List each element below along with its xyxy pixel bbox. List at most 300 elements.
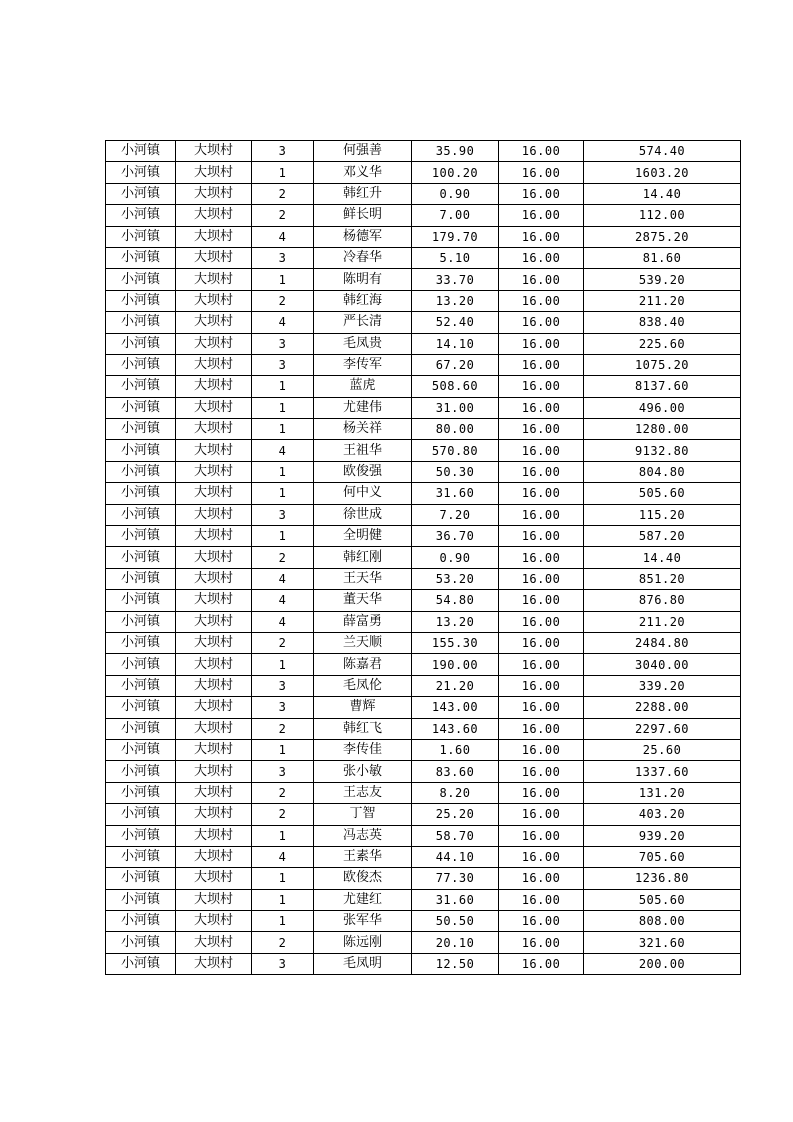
area-cell: 100.20 [412, 162, 499, 183]
amount-cell: 1603.20 [584, 162, 741, 183]
rate-cell: 16.00 [499, 547, 584, 568]
town-cell: 小河镇 [106, 675, 176, 696]
amount-cell: 808.00 [584, 911, 741, 932]
group-cell: 2 [252, 183, 314, 204]
group-cell: 2 [252, 290, 314, 311]
rate-cell: 16.00 [499, 953, 584, 974]
area-cell: 25.20 [412, 804, 499, 825]
name-cell: 韩红飞 [314, 718, 412, 739]
area-cell: 20.10 [412, 932, 499, 953]
area-cell: 155.30 [412, 632, 499, 653]
village-cell: 大坝村 [176, 312, 252, 333]
table-row [106, 504, 741, 525]
town-cell: 小河镇 [106, 312, 176, 333]
data-table [105, 140, 741, 975]
village-cell: 大坝村 [176, 718, 252, 739]
rate-cell: 16.00 [499, 675, 584, 696]
area-cell: 0.90 [412, 547, 499, 568]
village-cell: 大坝村 [176, 611, 252, 632]
amount-cell: 804.80 [584, 461, 741, 482]
village-cell: 大坝村 [176, 953, 252, 974]
name-cell: 严长清 [314, 312, 412, 333]
table-body [106, 141, 741, 975]
village-cell: 大坝村 [176, 675, 252, 696]
area-cell: 50.30 [412, 461, 499, 482]
table-row [106, 440, 741, 461]
name-cell: 徐世成 [314, 504, 412, 525]
town-cell: 小河镇 [106, 419, 176, 440]
village-cell: 大坝村 [176, 846, 252, 867]
group-cell: 1 [252, 868, 314, 889]
group-cell: 2 [252, 782, 314, 803]
name-cell: 杨德军 [314, 226, 412, 247]
rate-cell: 16.00 [499, 247, 584, 268]
village-cell: 大坝村 [176, 697, 252, 718]
amount-cell: 8137.60 [584, 376, 741, 397]
table-row [106, 312, 741, 333]
rate-cell: 16.00 [499, 290, 584, 311]
group-cell: 1 [252, 419, 314, 440]
table-row [106, 397, 741, 418]
rate-cell: 16.00 [499, 568, 584, 589]
table-row [106, 761, 741, 782]
amount-cell: 225.60 [584, 333, 741, 354]
table-row [106, 376, 741, 397]
area-cell: 31.60 [412, 483, 499, 504]
area-cell: 14.10 [412, 333, 499, 354]
group-cell: 4 [252, 590, 314, 611]
name-cell: 尤建伟 [314, 397, 412, 418]
rate-cell: 16.00 [499, 868, 584, 889]
town-cell: 小河镇 [106, 226, 176, 247]
table-row [106, 697, 741, 718]
village-cell: 大坝村 [176, 632, 252, 653]
table-row [106, 846, 741, 867]
group-cell: 2 [252, 718, 314, 739]
village-cell: 大坝村 [176, 269, 252, 290]
amount-cell: 838.40 [584, 312, 741, 333]
town-cell: 小河镇 [106, 504, 176, 525]
area-cell: 67.20 [412, 354, 499, 375]
name-cell: 韩红刚 [314, 547, 412, 568]
amount-cell: 403.20 [584, 804, 741, 825]
amount-cell: 14.40 [584, 183, 741, 204]
area-cell: 570.80 [412, 440, 499, 461]
table-row [106, 782, 741, 803]
village-cell: 大坝村 [176, 141, 252, 162]
amount-cell: 1280.00 [584, 419, 741, 440]
village-cell: 大坝村 [176, 739, 252, 760]
town-cell: 小河镇 [106, 376, 176, 397]
amount-cell: 876.80 [584, 590, 741, 611]
name-cell: 王祖华 [314, 440, 412, 461]
area-cell: 8.20 [412, 782, 499, 803]
group-cell: 1 [252, 825, 314, 846]
name-cell: 毛凤贵 [314, 333, 412, 354]
town-cell: 小河镇 [106, 761, 176, 782]
town-cell: 小河镇 [106, 397, 176, 418]
village-cell: 大坝村 [176, 782, 252, 803]
village-cell: 大坝村 [176, 654, 252, 675]
amount-cell: 321.60 [584, 932, 741, 953]
area-cell: 35.90 [412, 141, 499, 162]
name-cell: 蓝虎 [314, 376, 412, 397]
village-cell: 大坝村 [176, 354, 252, 375]
town-cell: 小河镇 [106, 632, 176, 653]
rate-cell: 16.00 [499, 590, 584, 611]
town-cell: 小河镇 [106, 825, 176, 846]
name-cell: 曹辉 [314, 697, 412, 718]
town-cell: 小河镇 [106, 654, 176, 675]
town-cell: 小河镇 [106, 739, 176, 760]
table-row [106, 804, 741, 825]
village-cell: 大坝村 [176, 547, 252, 568]
village-cell: 大坝村 [176, 205, 252, 226]
amount-cell: 505.60 [584, 483, 741, 504]
rate-cell: 16.00 [499, 419, 584, 440]
rate-cell: 16.00 [499, 504, 584, 525]
town-cell: 小河镇 [106, 889, 176, 910]
village-cell: 大坝村 [176, 932, 252, 953]
name-cell: 张军华 [314, 911, 412, 932]
group-cell: 1 [252, 483, 314, 504]
group-cell: 3 [252, 333, 314, 354]
table-row [106, 568, 741, 589]
name-cell: 欧俊强 [314, 461, 412, 482]
rate-cell: 16.00 [499, 376, 584, 397]
name-cell: 邓义华 [314, 162, 412, 183]
group-cell: 1 [252, 376, 314, 397]
table-row [106, 461, 741, 482]
table-row [106, 932, 741, 953]
group-cell: 1 [252, 911, 314, 932]
area-cell: 143.00 [412, 697, 499, 718]
village-cell: 大坝村 [176, 247, 252, 268]
area-cell: 7.00 [412, 205, 499, 226]
area-cell: 12.50 [412, 953, 499, 974]
area-cell: 5.10 [412, 247, 499, 268]
amount-cell: 9132.80 [584, 440, 741, 461]
table-row [106, 739, 741, 760]
table-row [106, 483, 741, 504]
town-cell: 小河镇 [106, 611, 176, 632]
table-row [106, 162, 741, 183]
area-cell: 190.00 [412, 654, 499, 675]
name-cell: 李传佳 [314, 739, 412, 760]
table-row [106, 718, 741, 739]
group-cell: 1 [252, 739, 314, 760]
town-cell: 小河镇 [106, 782, 176, 803]
village-cell: 大坝村 [176, 526, 252, 547]
group-cell: 2 [252, 547, 314, 568]
town-cell: 小河镇 [106, 483, 176, 504]
area-cell: 21.20 [412, 675, 499, 696]
amount-cell: 211.20 [584, 611, 741, 632]
group-cell: 2 [252, 632, 314, 653]
rate-cell: 16.00 [499, 354, 584, 375]
name-cell: 韩红海 [314, 290, 412, 311]
village-cell: 大坝村 [176, 461, 252, 482]
rate-cell: 16.00 [499, 162, 584, 183]
group-cell: 4 [252, 846, 314, 867]
village-cell: 大坝村 [176, 397, 252, 418]
town-cell: 小河镇 [106, 461, 176, 482]
town-cell: 小河镇 [106, 868, 176, 889]
amount-cell: 496.00 [584, 397, 741, 418]
table-row [106, 290, 741, 311]
amount-cell: 574.40 [584, 141, 741, 162]
rate-cell: 16.00 [499, 333, 584, 354]
town-cell: 小河镇 [106, 183, 176, 204]
village-cell: 大坝村 [176, 889, 252, 910]
table-row [106, 675, 741, 696]
rate-cell: 16.00 [499, 526, 584, 547]
town-cell: 小河镇 [106, 333, 176, 354]
amount-cell: 3040.00 [584, 654, 741, 675]
group-cell: 2 [252, 932, 314, 953]
name-cell: 陈远刚 [314, 932, 412, 953]
table-row [106, 868, 741, 889]
name-cell: 冯志英 [314, 825, 412, 846]
amount-cell: 851.20 [584, 568, 741, 589]
name-cell: 全明健 [314, 526, 412, 547]
name-cell: 毛凤明 [314, 953, 412, 974]
area-cell: 58.70 [412, 825, 499, 846]
rate-cell: 16.00 [499, 782, 584, 803]
group-cell: 1 [252, 526, 314, 547]
amount-cell: 2297.60 [584, 718, 741, 739]
amount-cell: 1337.60 [584, 761, 741, 782]
rate-cell: 16.00 [499, 269, 584, 290]
amount-cell: 2484.80 [584, 632, 741, 653]
amount-cell: 705.60 [584, 846, 741, 867]
name-cell: 董天华 [314, 590, 412, 611]
group-cell: 3 [252, 675, 314, 696]
rate-cell: 16.00 [499, 461, 584, 482]
table-row [106, 269, 741, 290]
village-cell: 大坝村 [176, 761, 252, 782]
rate-cell: 16.00 [499, 846, 584, 867]
village-cell: 大坝村 [176, 226, 252, 247]
town-cell: 小河镇 [106, 697, 176, 718]
name-cell: 陈明有 [314, 269, 412, 290]
amount-cell: 2875.20 [584, 226, 741, 247]
table-row [106, 141, 741, 162]
amount-cell: 211.20 [584, 290, 741, 311]
rate-cell: 16.00 [499, 697, 584, 718]
area-cell: 0.90 [412, 183, 499, 204]
area-cell: 179.70 [412, 226, 499, 247]
town-cell: 小河镇 [106, 141, 176, 162]
group-cell: 3 [252, 141, 314, 162]
name-cell: 欧俊杰 [314, 868, 412, 889]
area-cell: 31.60 [412, 889, 499, 910]
village-cell: 大坝村 [176, 568, 252, 589]
name-cell: 薛富勇 [314, 611, 412, 632]
village-cell: 大坝村 [176, 504, 252, 525]
town-cell: 小河镇 [106, 911, 176, 932]
group-cell: 1 [252, 461, 314, 482]
rate-cell: 16.00 [499, 226, 584, 247]
town-cell: 小河镇 [106, 440, 176, 461]
town-cell: 小河镇 [106, 932, 176, 953]
name-cell: 韩红升 [314, 183, 412, 204]
table-row [106, 247, 741, 268]
area-cell: 13.20 [412, 290, 499, 311]
amount-cell: 25.60 [584, 739, 741, 760]
rate-cell: 16.00 [499, 312, 584, 333]
name-cell: 何中义 [314, 483, 412, 504]
amount-cell: 200.00 [584, 953, 741, 974]
name-cell: 杨关祥 [314, 419, 412, 440]
town-cell: 小河镇 [106, 547, 176, 568]
amount-cell: 81.60 [584, 247, 741, 268]
town-cell: 小河镇 [106, 590, 176, 611]
village-cell: 大坝村 [176, 376, 252, 397]
rate-cell: 16.00 [499, 397, 584, 418]
area-cell: 53.20 [412, 568, 499, 589]
rate-cell: 16.00 [499, 205, 584, 226]
name-cell: 李传军 [314, 354, 412, 375]
rate-cell: 16.00 [499, 632, 584, 653]
amount-cell: 1075.20 [584, 354, 741, 375]
table-row [106, 547, 741, 568]
table-row [106, 354, 741, 375]
table-row [106, 419, 741, 440]
town-cell: 小河镇 [106, 804, 176, 825]
group-cell: 3 [252, 953, 314, 974]
area-cell: 1.60 [412, 739, 499, 760]
rate-cell: 16.00 [499, 889, 584, 910]
rate-cell: 16.00 [499, 825, 584, 846]
area-cell: 143.60 [412, 718, 499, 739]
rate-cell: 16.00 [499, 611, 584, 632]
rate-cell: 16.00 [499, 654, 584, 675]
village-cell: 大坝村 [176, 440, 252, 461]
area-cell: 50.50 [412, 911, 499, 932]
area-cell: 36.70 [412, 526, 499, 547]
rate-cell: 16.00 [499, 440, 584, 461]
village-cell: 大坝村 [176, 590, 252, 611]
name-cell: 尤建红 [314, 889, 412, 910]
name-cell: 鲜长明 [314, 205, 412, 226]
amount-cell: 112.00 [584, 205, 741, 226]
group-cell: 4 [252, 440, 314, 461]
group-cell: 4 [252, 568, 314, 589]
town-cell: 小河镇 [106, 526, 176, 547]
group-cell: 3 [252, 504, 314, 525]
village-cell: 大坝村 [176, 825, 252, 846]
group-cell: 3 [252, 697, 314, 718]
area-cell: 54.80 [412, 590, 499, 611]
table-row [106, 590, 741, 611]
area-cell: 508.60 [412, 376, 499, 397]
amount-cell: 587.20 [584, 526, 741, 547]
village-cell: 大坝村 [176, 333, 252, 354]
table-row [106, 953, 741, 974]
group-cell: 1 [252, 162, 314, 183]
table-row [106, 526, 741, 547]
amount-cell: 14.40 [584, 547, 741, 568]
town-cell: 小河镇 [106, 290, 176, 311]
area-cell: 77.30 [412, 868, 499, 889]
town-cell: 小河镇 [106, 846, 176, 867]
table-row [106, 911, 741, 932]
rate-cell: 16.00 [499, 141, 584, 162]
area-cell: 80.00 [412, 419, 499, 440]
area-cell: 52.40 [412, 312, 499, 333]
town-cell: 小河镇 [106, 718, 176, 739]
amount-cell: 115.20 [584, 504, 741, 525]
town-cell: 小河镇 [106, 162, 176, 183]
rate-cell: 16.00 [499, 483, 584, 504]
village-cell: 大坝村 [176, 804, 252, 825]
village-cell: 大坝村 [176, 911, 252, 932]
table-row [106, 183, 741, 204]
village-cell: 大坝村 [176, 868, 252, 889]
rate-cell: 16.00 [499, 183, 584, 204]
table-row [106, 333, 741, 354]
area-cell: 33.70 [412, 269, 499, 290]
amount-cell: 539.20 [584, 269, 741, 290]
group-cell: 3 [252, 354, 314, 375]
name-cell: 兰天顺 [314, 632, 412, 653]
group-cell: 1 [252, 654, 314, 675]
amount-cell: 131.20 [584, 782, 741, 803]
village-cell: 大坝村 [176, 290, 252, 311]
group-cell: 1 [252, 397, 314, 418]
rate-cell: 16.00 [499, 932, 584, 953]
rate-cell: 16.00 [499, 804, 584, 825]
amount-cell: 1236.80 [584, 868, 741, 889]
amount-cell: 339.20 [584, 675, 741, 696]
table-row [106, 889, 741, 910]
table-row [106, 205, 741, 226]
table-row [106, 654, 741, 675]
village-cell: 大坝村 [176, 419, 252, 440]
name-cell: 王素华 [314, 846, 412, 867]
rate-cell: 16.00 [499, 911, 584, 932]
rate-cell: 16.00 [499, 718, 584, 739]
group-cell: 1 [252, 269, 314, 290]
group-cell: 2 [252, 205, 314, 226]
village-cell: 大坝村 [176, 162, 252, 183]
name-cell: 何强善 [314, 141, 412, 162]
amount-cell: 2288.00 [584, 697, 741, 718]
name-cell: 王志友 [314, 782, 412, 803]
town-cell: 小河镇 [106, 568, 176, 589]
table-row [106, 632, 741, 653]
group-cell: 4 [252, 226, 314, 247]
village-cell: 大坝村 [176, 183, 252, 204]
rate-cell: 16.00 [499, 761, 584, 782]
amount-cell: 505.60 [584, 889, 741, 910]
group-cell: 3 [252, 761, 314, 782]
name-cell: 丁智 [314, 804, 412, 825]
area-cell: 7.20 [412, 504, 499, 525]
group-cell: 4 [252, 611, 314, 632]
name-cell: 冷春华 [314, 247, 412, 268]
table-row [106, 611, 741, 632]
group-cell: 2 [252, 804, 314, 825]
name-cell: 张小敏 [314, 761, 412, 782]
area-cell: 44.10 [412, 846, 499, 867]
amount-cell: 939.20 [584, 825, 741, 846]
town-cell: 小河镇 [106, 247, 176, 268]
town-cell: 小河镇 [106, 269, 176, 290]
village-cell: 大坝村 [176, 483, 252, 504]
table-row [106, 825, 741, 846]
